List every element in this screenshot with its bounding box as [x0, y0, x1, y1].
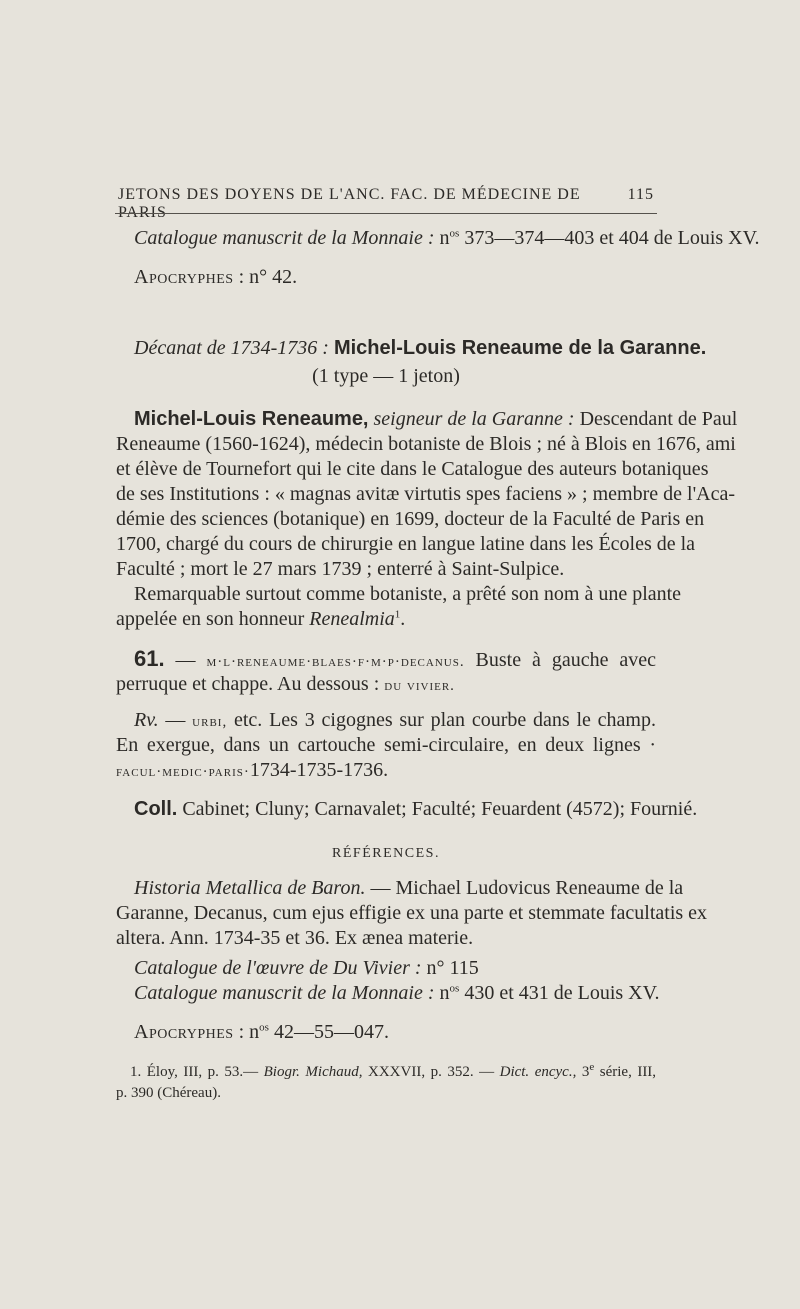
entry-61-line1: 61. — m·l·reneaume·blaes·f·m·p·decanus. Buste à gauche avec [134, 646, 657, 671]
remark-line-2: appelée en son honneur Renealmia$^1$. [116, 608, 406, 630]
catalogue-monnaie-line: Catalogue manuscrit de la Monnaie : $n^{os}$ 373—374—403 et 404 de Louis XV. [134, 227, 760, 249]
collections-line: Coll. Cabinet; Cluny; Carnavalet; Faculté; Feuardent (4572); Fournié. [134, 798, 698, 820]
apocryphes-line: Apocryphes : n° 42. [134, 266, 298, 288]
bio-line: 1700, chargé du cours de chirurgie en langue latine dans les Écoles de la [116, 533, 696, 555]
bio-first-line: Michel-Louis Reneaume, seigneur de la Garanne : Descendant de Paul [134, 408, 738, 430]
catalogue-vivier-line: Catalogue de l'œuvre de Du Vivier : n° 115 [134, 957, 479, 979]
apocryphes-ref-line: Apocryphes : $n^{os}$ 42—55—047. [134, 1021, 389, 1043]
entry-61-line2: perruque et chappe. Au dessous : du vivier. [116, 673, 455, 695]
remark-line: Remarquable surtout comme botaniste, a prêté son nom à une plante [134, 583, 682, 605]
footnote-line2: p. 390 (Chéreau). [116, 1085, 221, 1101]
bio-last-line: Faculté ; mort le 27 mars 1739 ; enterré à Saint-Sulpice. [116, 558, 565, 580]
footnote-line1: 1. Éloy, III, p. 53.— Biogr. Michaud, XXXVII, p. 352. — Dict. encyc., 3e série, III, [130, 1061, 657, 1080]
entry-number: 61. [134, 646, 165, 671]
references-heading: RÉFÉRENCES. [332, 846, 440, 861]
bio-line: Reneaume (1560-1624), médecin botaniste de Blois ; né à Blois en 1676, ami [116, 433, 736, 455]
bio-line: démie des sciences (botanique) en 1699, docteur de la Faculté de Paris en [116, 508, 705, 530]
historia-line3: altera. Ann. 1734-35 et 36. Ex ænea materie. [116, 927, 474, 949]
running-head [118, 186, 654, 222]
entry-61-exergue-legend: facul·medic·paris·1734-1735-1736. [116, 759, 389, 781]
bio-line: de ses Institutions : « magnas avitæ virtutis spes faciens » ; membre de l'Aca- [116, 483, 736, 505]
type-line: (1 type — 1 jeton) [312, 365, 460, 387]
catalogue-monnaie-ref-line: Catalogue manuscrit de la Monnaie : $n^{os}$ 430 et 431 de Louis XV. [134, 982, 660, 1004]
entry-61-reverse: Rv. — urbi, etc. Les 3 cigognes sur plan courbe dans le champ. [134, 709, 656, 731]
page-number: 115 [627, 186, 654, 203]
footnote-ref: 1 [394, 608, 401, 621]
historia-line1: Historia Metallica de Baron. — Michael Ludovicus Reneaume de la [134, 877, 684, 899]
entry-61-exergue: En exergue, dans un cartouche semi-circulaire, en deux lignes · [116, 734, 656, 756]
historia-line2: Garanne, Decanus, cum ejus effigie ex una parte et stemmate facultatis ex [116, 902, 708, 924]
running-head-title: JETONS DES DOYENS DE L'ANC. FAC. DE MÉDECINE DE PARIS [118, 186, 581, 221]
decanat-heading: Décanat de 1734-1736 : Michel-Louis Reneaume de la Garanne. [134, 337, 707, 359]
header-rule [115, 213, 657, 214]
bio-line: et élève de Tournefort qui le cite dans le Catalogue des auteurs botaniques [116, 458, 709, 480]
